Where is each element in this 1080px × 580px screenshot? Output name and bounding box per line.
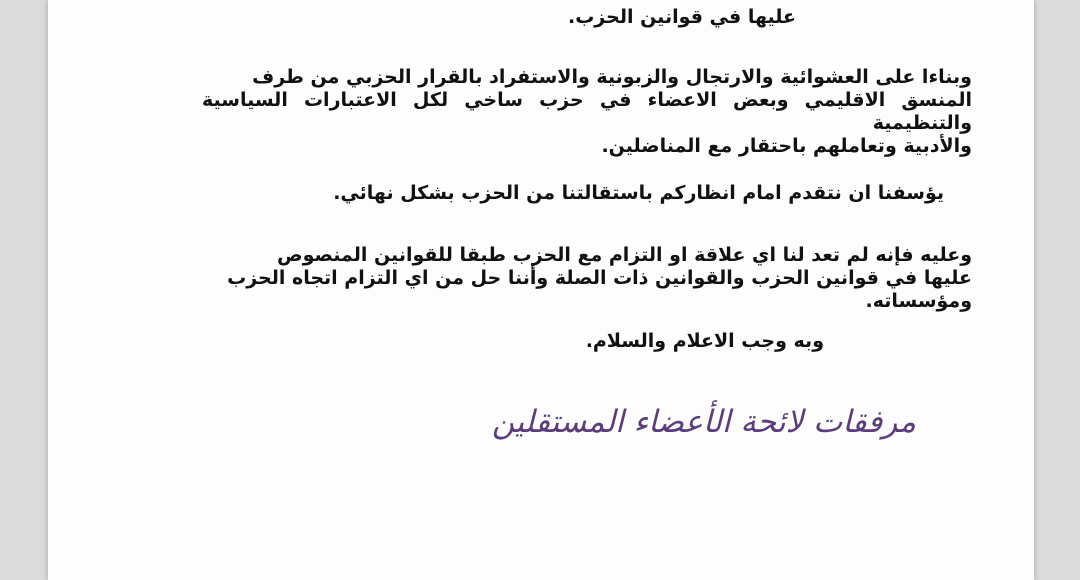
paragraph-line: ومؤسساته. [865, 290, 972, 312]
paragraph-no-obligation [202, 244, 972, 313]
paragraph-line: وبناءا على العشوائية والارتجال والزبونية والاستفراد بالقرار الحزبي من طرف [252, 66, 972, 88]
paragraph-line: عليها في قوانين الحزب والقوانين ذات الصلة وأننا حل من اي التزام اتجاه الحزب [227, 267, 972, 289]
document-page [48, 0, 1034, 580]
paragraph-line: وعليه فإنه لم تعد لنا اي علاقة او التزام مع الحزب طبقا للقوانين المنصوص [277, 244, 972, 266]
top-fragment-line: عليها في قوانين الحزب. [568, 6, 796, 28]
paragraph-line: والأدبية وتعاملهم باحتقار مع المناضلين. [601, 135, 972, 157]
handwritten-attachments-note: مرفقات لائحة الأعضاء المستقلين [491, 404, 916, 440]
paragraph-misconduct [202, 66, 972, 158]
closing-line: وبه وجب الاعلام والسلام. [585, 330, 824, 352]
paragraph-line: المنسق الاقليمي وبعض الاعضاء في حزب ساخي لكل الاعتبارات السياسية والتنظيمية [202, 89, 972, 134]
paragraph-resignation: يؤسفنا ان نتقدم امام انظاركم باستقالتنا من الحزب بشكل نهائي. [333, 182, 944, 204]
